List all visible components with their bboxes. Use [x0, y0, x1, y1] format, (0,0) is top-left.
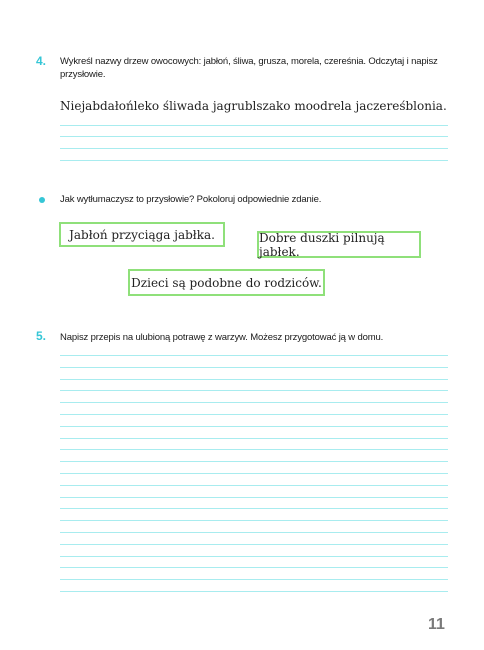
writing-line[interactable]: [60, 449, 448, 450]
task-4-instruction: Wykreśl nazwy drzew owocowych: jabłoń, śliwa, grusza, morela, czereśnia. Odczytaj i napisz przysłowie.: [60, 56, 438, 80]
writing-line[interactable]: [60, 355, 448, 356]
writing-line[interactable]: [60, 426, 448, 427]
writing-line[interactable]: [60, 532, 448, 533]
writing-line[interactable]: [60, 508, 448, 509]
writing-line[interactable]: [60, 390, 448, 391]
writing-line[interactable]: [60, 379, 448, 380]
writing-line[interactable]: [60, 438, 448, 439]
writing-line[interactable]: [60, 160, 448, 161]
page-number: 11: [428, 616, 445, 633]
option-text-3: Dzieci są podobne do rodziców.: [131, 275, 322, 290]
option-box-1[interactable]: [59, 222, 225, 247]
writing-line[interactable]: [60, 136, 448, 137]
writing-line[interactable]: [60, 402, 448, 403]
writing-line[interactable]: [60, 591, 448, 592]
writing-line[interactable]: [60, 567, 448, 568]
writing-line[interactable]: [60, 461, 448, 462]
option-box-2[interactable]: [257, 231, 421, 258]
writing-line[interactable]: [60, 520, 448, 521]
bullet-task-instruction: Jak wytłumaczysz to przysłowie? Pokoloruj odpowiednie zdanie.: [60, 194, 322, 205]
writing-line[interactable]: [60, 485, 448, 486]
option-box-3[interactable]: [128, 269, 325, 296]
writing-line[interactable]: [60, 579, 448, 580]
writing-line[interactable]: [60, 473, 448, 474]
writing-line[interactable]: [60, 414, 448, 415]
task-5-number: 5.: [36, 329, 47, 343]
task-4-puzzle-text: Niejabdałońleko śliwada jagrublszako moodrela jaczereśblonia.: [60, 99, 447, 113]
option-text-1: Jabłoń przyciąga jabłka.: [69, 227, 215, 242]
writing-line[interactable]: [60, 125, 448, 126]
writing-line[interactable]: [60, 148, 448, 149]
writing-line[interactable]: [60, 544, 448, 545]
option-text-2: Dobre duszki pilnują jabłek.: [259, 230, 385, 259]
task-4-number: 4.: [36, 54, 47, 68]
bullet-marker: [39, 197, 45, 203]
writing-line[interactable]: [60, 556, 448, 557]
task-5-instruction: Napisz przepis na ulubioną potrawę z warzyw. Możesz przygotować ją w domu.: [60, 332, 384, 343]
writing-line[interactable]: [60, 367, 448, 368]
writing-line[interactable]: [60, 497, 448, 498]
